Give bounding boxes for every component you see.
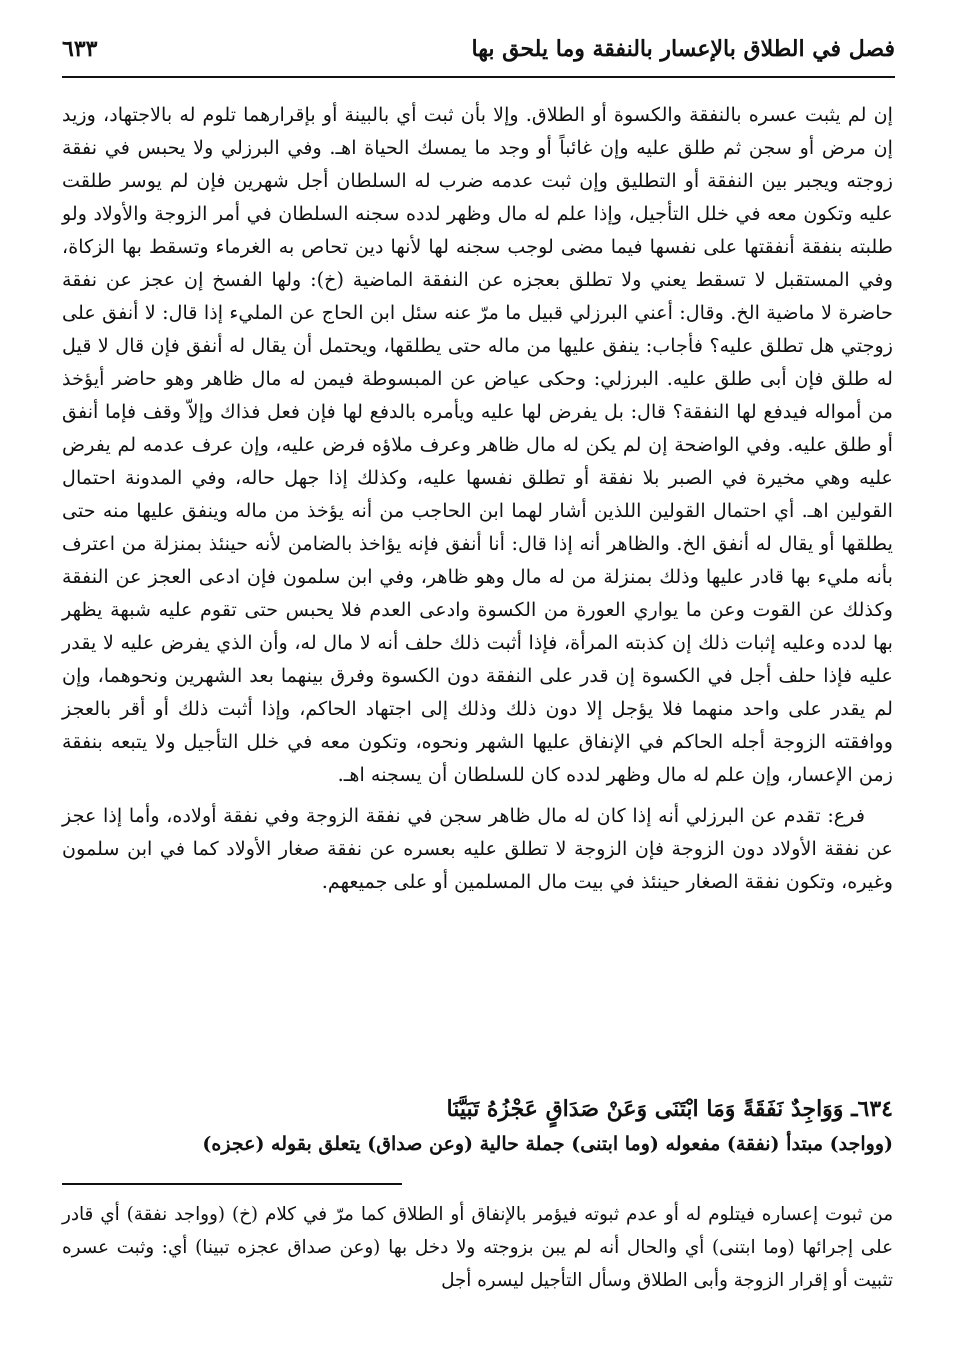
page-header [62, 30, 895, 78]
verse-gloss: (وواجد) مبتدأ (نفقة) مفعوله (وما ابتنى) جملة حالية (وعن صداق) يتعلق بقوله (عجزه) [202, 1133, 893, 1155]
footnote: من ثبوت إعساره فيتلوم له أو عدم ثبوته فيؤمر بالإنفاق أو الطلاق كما مرّ في كلام (خ) (وواجد نفقة) أي قادر على إجرائها (وما ابتنى) أي والحال أنه لم يبن بزوجته ولا دخل بها (وعن صداق عجزه تبينا) أي: وثبت عسره تثبيت أو إقرار الزوجة وأبى الطلاق وسأل التأجيل ليسره أجل [62, 1204, 893, 1291]
main-text [62, 98, 893, 898]
page-number: ٦٣٣ [62, 36, 98, 62]
verse-line: ٦٣٤ـ وَوَاجِدٌ نَفَقَةً وَمَا ابْتَنَى وَعَنْ صَدَاقٍ عَجْزُهُ تَبَيَّنَا [446, 1096, 893, 1122]
running-title: فصل في الطلاق بالإعسار بالنفقة وما يلحق بها [471, 36, 895, 62]
paragraph-far: فرع: تقدم عن البرزلي أنه إذا كان له مال ظاهر سجن في نفقة الزوجة وفي نفقة أولاده، وأما إذا عجز عن نفقة الأولاد دون الزوجة فإن الزوجة لا تطلق عليه بعسره عن نفقة صغار الأولاد كما في ابن سلمون وغيره، وتكون نفقة الصغار حينئذ في بيت مال المسلمين أو على جميعهم. [62, 804, 893, 893]
verse-block [62, 1090, 893, 1160]
footnote-divider [62, 1183, 402, 1185]
paragraph-1: إن لم يثبت عسره بالنفقة والكسوة أو الطلاق. وإلا بأن ثبت أي بالبينة أو بإقرارهما تلوم له بالاجتهاد، وزيد إن مرض أو سجن ثم طلق عليه وإن غائباً أو وجد ما يمسك الحياة اهـ. وفي البرزلي ولا يحبس في نفقة زوجته ويجبر بين النفقة أو التطليق وإن ثبت عدمه ضرب له السلطان أجل شهرين فإن لم يوسر طلقت عليه وتكون معه في خلل التأجيل، وإذا علم له مال وظهر لدده سجنه السلطان في أمر الزوجة والأولاد ولو طلبته بنفقة أنفقتها على نفسها فيما مضى لوجب سجنه لها لأنها دين تحاص به الغرماء وتسقط بها الزكاة، وفي المستقبل لا تسقط يعني ولا تطلق بعجزه عن النفقة الماضية (خ): ولها الفسخ إن عجز عن نفقة حاضرة لا ماضية الخ. وقال: أعني البرزلي قبيل ما مرّ عنه سئل ابن الحاج عن المليء إذا قال: لا أنفق على زوجتي هل تطلق عليه؟ فأجاب: ينفق عليها من ماله حتى يطلقها، ويحتمل أن يقال له أنفق فإن قال لا قيل له طلق فإن أبى طلق عليه. البرزلي: وحكى عياض عن المبسوطة فيمن له مال ظاهر وهو حاضر أيؤخذ من أمواله فيدفع لها النفقة؟ قال: بل يفرض لها عليه ويأمره بالدفع لها فإن فعل فذاك وإلاّ وقف فإما أنفق أو طلق عليه. وفي الواضحة إن لم يكن له مال ظاهر وعرف ملاؤه فرض عليه، وإن عرف عدمه لم يفرض عليه وهي مخيرة في الصبر بلا نفقة أو تطلق نفسها عليه، وكذلك إذا جهل حاله، وفي المدونة احتمال القولين اهـ. أي احتمال القولين اللذين أشار لهما ابن الحاجب من أنه يؤخذ من ماله وينفق عليها منه حتى يطلقها أو يقال له أنفق الخ. والظاهر أنه إذا قال: أنا أنفق فإنه يؤاخذ بالضامن لأنه حينئذ بمنزلة من اعترف بأنه مليء بها قادر عليها وذلك بمنزلة من له مال وهو ظاهر، وفي ابن سلمون فإن ادعى العجز عن النفقة وكذلك عن القوت وعن ما يواري العورة من الكسوة وادعى العدم فلا يحبس حتى تقوم عليه شبهة يظهر بها لدده وعليه إثبات ذلك إن كذبته المرأة، فإذا أثبت ذلك حلف أنه لا مال له، وأن الذي يفرض عليه لا يقدر عليه فإذا حلف أجل في الكسوة إن قدر على النفقة دون الكسوة وفرق بينهما بعد الشهرين ونحوهما، وإن لم يقدر على واحد منهما فلا يؤجل إلا دون ذلك وذلك إلى اجتهاد الحاكم، وإذا أثبت ذلك أو أقر بالعجز ووافقته الزوجة أجله الحاكم في الإنفاق عليها الشهر ونحوه، وتكون معه في خلل التأجيل ولا يتبعه بنفقة زمن الإعسار، وإن علم له مال وظهر لدده كان للسلطان أن يسجنه اهـ. [62, 103, 893, 786]
